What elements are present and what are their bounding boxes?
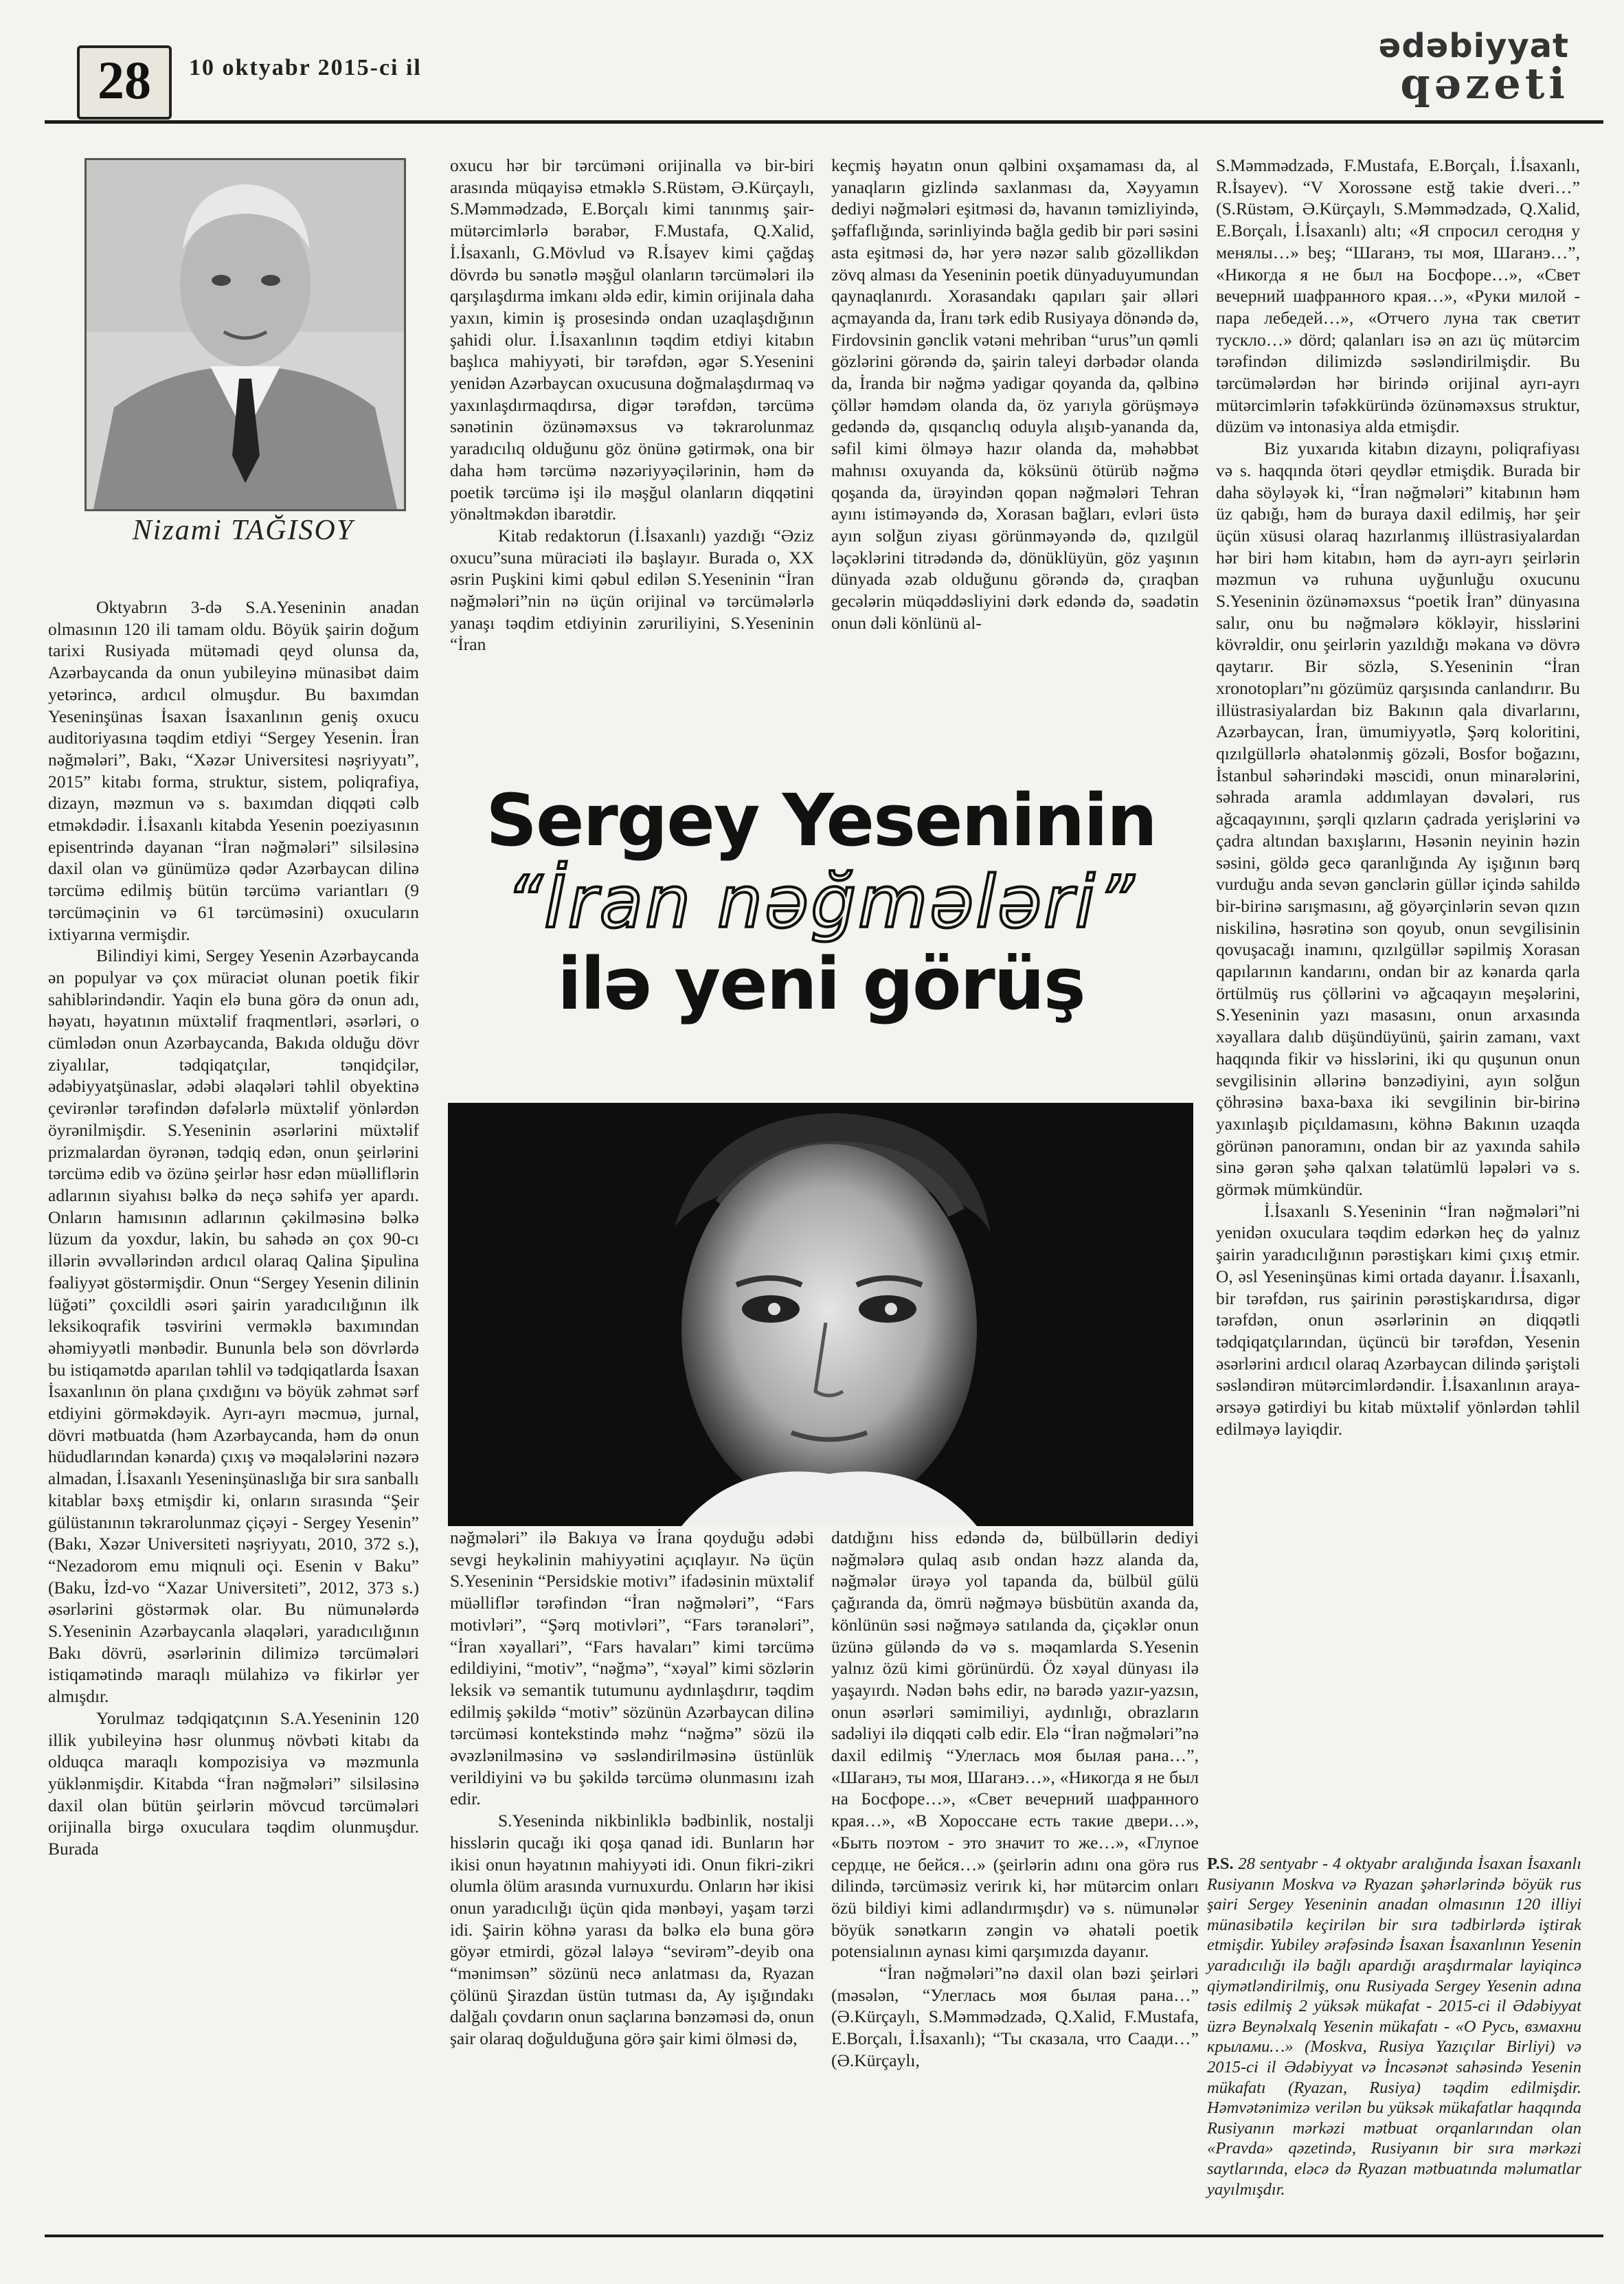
- postscript-label: P.S.: [1207, 1855, 1234, 1873]
- article-column-4: [1216, 155, 1580, 1814]
- paragraph: Oktyabrın 3-də S.A.Yeseninin anadan olmasının 120 ili tamam oldu. Böyük şairin doğum tarixi Rusiyada mütəmadi qeyd olunsa da, Azərbaycanda da onun yubileyinə münasibət daim yetərincə, ardıcıl olmuşdur. Bu baxımdan Yeseninşünas İsaxan İsaxanlının geniş oxucu auditoriyasına təqdim etdiyi “Sergey Yesenin. İran nəğmələri”, Bakı, “Xəzər Universitesi nəşriyyatı”, 2015” kitabı forma, struktur, sistem, poliqrafiya, dizayn, məzmun və s. baxımdan diqqəti cəlb etməkdədir. İ.İsaxanlı kitabda Yesenin poeziyasının episentrində dayanan “İran nəğmələri” silsiləsinə daxil olan və günümüzə qədər Azərbaycan dilinə tərcümə edilmiş bütün tərcümə variantları (9 tərcüməçinin və 61 tərcüməsini) oxucuların ixtiyarına vermişdir.: [48, 597, 419, 944]
- author-byline: Nizami TAĞISOY: [132, 515, 354, 546]
- article-headline: [447, 780, 1195, 1025]
- yesenin-portrait: [448, 1103, 1193, 1526]
- paragraph: İ.İsaxanlı S.Yeseninin “İran nəğmələri”ni yenidən oxuculara təqdim edərkən heç də yalnız şairin yaradıcılığının pərəstişkarı kimi çıxış etmir. O, əsl Yeseninşünas kimi ortada dayanır. İ.İsaxanlı, bir tərəfdən, rus şairinin pərəstişkarıdırsa, digər tərəfdən, onun əsərlərinin ən diqqətli tədqiqatçılarından, üçüncü bir tərəfdən, Yesenin əsərlərini ardıcıl olaraq Azərbaycan dilində şəriştəli səsləndirən mütərcimlərdəndir. İ.İsaxanlının araya-ərsəyə gətirdiyi bu kitab müxtəlif yönlərdən təhlil edilməyə layiqdir.: [1216, 1200, 1580, 1439]
- logo-line-2: qəzeti: [1400, 58, 1569, 109]
- author-photo-illustration: [87, 160, 404, 509]
- paragraph: keçmiş həyatın onun qəlbini oxşamaması da, al yanaqların gizlində saxlanması da, Xəyyamın dediyi nəğmələri eşitməsi də, havanın təmizliyində, şəffaflığında, sərinliyində bağla gedib bir pəri səsini asta eşitməsi də, hər yerə nəzər salıb gözəllikdən zövq alması da Yeseninin poetik dünyaduyumundan qaynaqlanırdı. Xorasandakı qapıları şair əlləri açmayanda da, İranı tərk edib Rusiyaya dönəndə də, Firdovsinin gənclik vətəni mehriban “urus”un qəmli gözlərini görəndə də, şairin taleyi dərbədər olanda da, İranda bir nəğmə yadigar qoyanda da, qəlbinə çöllər həmdəm olanda da, öz yarıyla görüşməyə gedəndə də, qısqanclıq oduyla alışıb-yananda da, səfil kimi ölməyə hazır olanda da, məhəbbət mahnısı oxuyanda da, köksünü ötürüb nəğmə qoşanda da, ürəyindən qopan nəğmələri Tehran ayını istiməyəndə də, Xorasan bağları, evləri üstə ayın solğun ziyası görünməyəndə də, qızılgül ləçəklərini titrədəndə də, dönüklüyün, göz yaşının dünyada əzab olduğunu görəndə də, çıraqban gecələrin müqəddəsliyini dərk edəndə də, səadətin onun dəli könlünü al-: [831, 155, 1199, 633]
- postscript-text: 28 sentyabr - 4 oktyabr aralığında İsaxan İsaxanlı Rusiyanın Moskva və Ryazan şəhərlərində böyük rus şairi Sergey Yeseninin anadan olmasının 120 illiyi münasibətilə keçirilən bir sıra tədbirlərdə iştirak etmişdir. Yubiley ərəfəsində İsaxan İsaxanlının Yesenin yaradıcılığı ilə bağlı apardığı araşdırmalar layiqincə qiymətləndirilmiş, onu Rusiyada Sergey Yesenin adına təsis edilmiş 2 yüksək mükafat - 2015-ci il Ədəbiyyat üzrə Beynəlxalq Yesenin mükafatı - «О Русь, взмахни крылами…» (Moskva, Rusiya Yazıçılar Birliyi) və 2015-ci il Ədəbiyyat və İncəsənət sahəsində Yesenin mükafatı (Ryazan, Rusiya) təqdim edilmişdir. Həmvətənimizə verilən bu yüksək mükafatlar haqqında Rusiyanın mərkəzi mətbuat orqanlarından olan «Pravda» qəzetində, Rusiyanın bir sıra mərkəzi saytlarında, eləcə də Ryazan mətbuatında məlumatlar yayılmışdır.: [1207, 1855, 1582, 2199]
- yesenin-portrait-illustration: [448, 1103, 1193, 1526]
- paragraph: Kitab redaktorun (İ.İsaxanlı) yazdığı “Əziz oxucu”suna müraciəti ilə başlayır. Burada o, XX əsrin Puşkini kimi qəbul edilən S.Yeseninin “İran nəğmələri”nin nə üçün orijinal və tərcümələrlə yanaşı təqdim etdiyinin zəruriliyini, S.Yeseninin “İran: [450, 525, 814, 655]
- paragraph: S.Yeseninda nikbinliklə bədbinlik, nostalji hisslərin qucağı iki qoşa qanad idi. Bunların hər ikisi onun həyatının mahiyyəti idi. Onun fikri-zikri olumla ölüm arasında vurnuxurdu. Onların hər ikisi onun yaradıcılığı üçün qida mənbəyi, yaşam tərzi idi. Şairin köhnə yarası da bəlkə elə buna görə göyər etmirdi, gözəl laləyə “sevirəm”-deyib ona “mənimsən” sözünü necə anlatması da, Ryazan çölünü Şirazdan üstün tutması da, Ay işığındakı dalğalı çovdarın onun saçlarına bənzəməsi də, onun şair olaraq doğulduğuna görə şair kimi ölməsi də,: [450, 1811, 814, 2049]
- paragraph: “İran nəğmələri”nə daxil olan bəzi şeirləri (məsələn, “Улеглась моя былая рана…” (Ə.Kürçaylı, S.Məmmədzadə, Q.Xalid, F.Mustafa, E.Borçalı, İ.İsaxanlı); “Ты сказала, что Саади…” (Ə.Kürçaylı,: [831, 1963, 1199, 2070]
- paragraph: Biz yuxarıda kitabın dizaynı, poliqrafiyası və s. haqqında ötəri qeydlər etmişdik. Burada bir daha söyləyək ki, “İran nəğmələri” kitabının həm üz qabığı, həm də buraya daxil edilmiş, hər şeir üçün xüsusi olaraq hazırlanmış illüstrasiyalardan hər biri həm kitabın, həm də ayrı-ayrı şeirlərin məzmun və ruhuna uyğunluğu oxucunu S.Yeseninin özünəməxsus “poetik İran” dünyasına salır, onu bu nəğmələrə kökləyir, hisslərini kövrəldir, onu şeirlərin yazıldığı məkana və dövrə qaytarır. Bir sözlə, S.Yeseninin “İran xronotopları”nı gözümüz qarşısında canlandırır. Bu illüstrasiyalardan biz Bakının qala divarlarını, Azərbaycan, İran, ümumiyyətlə, Şərq koloritini, qızılgüllərlə əhatələnmiş gözəli, Bosfor boğazını, İstanbul səhərindəki məscidi, onun minarələrini, səhrada aramla addımlayan dəvələri, rus ağcaqayınını, şərqli qızların çadrada yerişlərini və çadra altından baxışlarını, Həsənin neyinin həzin səsini, göldə gecə qaranlığında Ay işığının bərq vurduğu anda sevən gənclərin güllər içində sahildə bir-birinə sarışmasını, ağ göyərçinlərin sevən qızın niskilinə, həsrətinə son qoyub, onun sevgilisinin qovuşacağı inamını, qızılgüllər səpilmiş Xorasan qapılarının kandarını, ondan bir az kənarda qarla örtülmüş rus çöllərini və ağcaqayın meşələrini, S.Yeseninin yazı masasını, onun arxasında xəyallara dalıb düşündüyünü, şairin zamanı, vaxt haqqında fikir və hisslərini, iki qu quşunun onun sevgilisinin əllərinə bənzədiyini, ayın solğun çöhrəsinə baxa-baxa iki sevgilinin bir-birinə yaxınlaşıb piçıldamasını, köhnə Bakının uzaqda görünən panoramını, ondan bir az yaxında sahilə sinə gərən şəhə qalxan təlatümlü ləpələri və s. görmək mümkündür.: [1216, 438, 1580, 1200]
- logo-line-1: ədəbiyyat: [1378, 27, 1569, 65]
- article-column-2-bottom: [450, 1527, 814, 2235]
- headline-line-3: ilə yeni görüş: [557, 942, 1085, 1026]
- paragraph: S.Məmmədzadə, F.Mustafa, E.Borçalı, İ.İsaxanlı, R.İsayev). “V Xorossəne estğ takie dveri…” (S.Rüstəm, Ə.Kürçaylı, S.Məmmədzadə, Q.Xalid, E.Borçalı, İ.İsaxanlı) altı; «Я спросил сегодня у менялы…» beş; “Шаганэ, ты моя, Шаганэ…”, «Никогда я не был на Босфоре…», «Свет вечерний шафранного края…», «Руки милой - пара лебедей…», «Отчего луна так светит тускло…» dörd; qalanları isə ən azı üç mütərcim tərəfindən dilimizdə səsləndirilmişdir. Bu tərcümələrdən hər birində orijinal ayrı-ayrı mütərcimlərin təfəkküründə özünəməxsus struktur, düzüm və intonasiya alda etmişdir.: [1216, 155, 1580, 437]
- issue-date: 10 oktyabr 2015-ci il: [189, 55, 422, 80]
- paragraph: Bilindiyi kimi, Sergey Yesenin Azərbaycanda ən populyar və çox müraciət olunan poetik fikir sahiblərindəndir. Yaqin elə buna görə də onun adı, həyatı, həyatının müxtəlif fraqmentləri, əsərləri, o cümlədən onun Azərbaycanda, Bakıda olduğu dövr ziyalılar, tədqiqatçılar, tənqidçilər, ədəbiyyatşünaslar, ədəbi əlaqələri təhlil obyektinə çevirənlər tərəfindən dəfələrlə müxtəlif yönlərdən öyrənilmişdir. S.Yeseninin əsərlərini müxtəlif prizmalardan öyrənən, tədqiq edən, onun şeirlərini tərcümə edib və özünə şeirlər həsr edən müəlliflərin adlarının siyahısı bəlkə də neçə səhifə yer apardı. Onların hamısının adlarının çəkilməsinə bəlkə lüzum da yoxdur, lakin, bu sahədə ən çox 90-cı illərin əvvəllərindən ardıcıl olaraq Qalina Şipulina fəaliyyət göstərmişdir. Onun “Sergey Yesenin dilinin lüğəti” çoxcildli əsəri şairin yaradıcılığının ilk leksikoqrafik təsvirini verməklə baxımından əhəmiyyətli mənbədir. Bununla belə son dövrlərdə bu istiqamətdə aparılan təhlil və tədqiqatlarda İsaxan İsaxanlının ön plana çıxdığını və böyük zəhmət sərf etdiyini görməkdəyik. Ayrı-ayrı məcmuə, jurnal, dövri mətbuatda (həm Azərbaycanda, həm də onun hüdudlarından kənarda) çıxış və məqalələrini nəzərə almadan, İ.İsaxanlı Yeseninşünaslığa bir sıra sanballı kitablar bəxş etmişdir ki, onların sırasında “Şeir gülüstanının təkrarolunmaz çiçəyi - Sergey Yesenin” (Bakı, Xəzər Universiteti nəşriyyatı, 2010, 372 s.), “Nezadorom emu miqnuli oçi. Esenin v Baku” (Baku, İzd-vo “Xazar Universiteti”, 2012, 373 s.) əsərlərini göstərmək olar. Bu nümunələrdə S.Yeseninin Azərbaycanla əlaqələri, yaradıcılığının Bakı dövrü, əsərlərinin dilimizə tərcümələri istiqamətində maraqlı mülahizə və fikirlər yer almışdır.: [48, 945, 419, 1707]
- footer-rule: [45, 2235, 1603, 2237]
- paragraph: oxucu hər bir tərcüməni orijinalla və bir-biri arasında müqayisə etməklə S.Rüstəm, Ə.Kürçaylı, S.Məmmədzadə, E.Borçalı kimi tanınmış şair-mütərcimlərlə bərabər, F.Mustafa, Q.Xalid, İ.İsaxanlı, G.Mövlud və R.İsayev kimi çağdaş dövrdə bu sənətlə məşğul olanların tərcümələri ilə qarşılaşdırma imkanı əldə edir, kimin orijinala daha yaxın, kimin iş prosesində ondan uzaqlaşdığının şahidi olur. İ.İsaxanlının təqdim etdiyi kitabın başlıca mahiyyəti, bir tərəfdən, əgər S.Yesenini yenidən Azərbaycan oxucusuna doğmalaşdırmaq və yaxınlaşdırmaqdırsa, digər tərəfdən, tərcümə sənətinin özünəməxsus və təkrarolunmaz yaradıcılıq olduğunu göz önünə gətirmək, ona bir daha həm tərcümə nəzəriyyəçilərinin, həm də poetik tərcümə işi ilə məşğul olanların diqqətini yönəltməkdən ibarətdir.: [450, 155, 814, 524]
- postscript: [1207, 1854, 1581, 2199]
- paragraph: Yorulmaz tədqiqatçının S.A.Yeseninin 120 illik yubileyinə həsr olunmuş növbəti kitabı da olduqca maraqlı kompozisiya və məzmunla yüklənmişdir. Kitabda “İran nəğmələri” silsiləsinə daxil olan bütün şeirlərin mövcud tərcümələri orijinalla birgə oxuculara təqdim olunmuşdur. Burada: [48, 1708, 419, 1859]
- page-number: 28: [77, 45, 172, 120]
- headline-line-1: Sergey Yeseninin: [486, 779, 1156, 862]
- article-column-3-bottom: [831, 1527, 1199, 2235]
- author-photo: [84, 158, 406, 511]
- article-column-3-top: [831, 155, 1199, 776]
- headline-line-2: “İran nəğmələri”: [506, 860, 1136, 944]
- masthead-rule: [45, 120, 1603, 124]
- paragraph: nəğmələri” ilə Bakıya və İrana qoyduğu ədəbi sevgi heykəlinin mahiyyətini açıqlayır. Nə üçün S.Yeseninin “Persidskie motivı” ifadəsinin müxtəlif müəlliflər tərəfindən “İran nəğmələri”, “Fars motivləri”, “Şərq motivləri”, “Fars təranələri”, “İran xəyallari”, “Fars havaları” kimi tərcümə edildiyini, “motiv”, “nəğmə”, “xəyal” kimi sözlərin leksik və semantik tutumunu aydınlaşdırır, təqdim edilmiş şəkildə “motiv” sözünün Azərbaycan dilinə tərcüməsi kontekstində məhz “nəğmə” sözü ilə əvəzlənilməsinə və səsləndirilməsinə üstünlük verildiyini və bu şəkildə tərcümə olunmasını izah edir.: [450, 1527, 814, 1809]
- paragraph: datdığını hiss edəndə də, bülbüllərin dediyi nəğmələrə qulaq asıb ondan həzz alanda da, nəğmələr ürəyə yol tapanda da, bülbül gülü çağıranda da, ömrü nəğməyə büsbütün axanda da, könlünün səsi nəğməyə satılanda da, çiçəklər onun üzünə güləndə də və s. məqamlarda S.Yesenin yalnız özü kimi görünürdü. Öz xəyal dünyası ilə yaşayırdı. Nədən bəhs edir, nə barədə yazır-yazsın, onun əsərləri səmimiliyi, aydınlığı, obrazların sadəliyi ilə diqqəti cəlb edir. Elə “İran nəğmələri”nə daxil edilmiş “Улеглась моя былая рана…”, «Шаганэ, ты моя, Шаганэ…», «Никогда я не был на Босфоре…», «Свет вечерний шафранного края…», «В Хоросcане есть такие двери…», «Быть поэтом - это значит то же…», «Глупое сердце, не бейся…» (şeirlərin adını ona görə rus dilində, tərcüməsiz verirık ki, hər mütərcim onları özü bildiyi kimi adlandırmışdır) və s. nümunələr böyük sənətkarın zəngin və əhatəli poetik potensialının aynası kimi qarşımızda dayanır.: [831, 1527, 1199, 1962]
- article-column-1: [48, 596, 419, 1859]
- newspaper-logo: [1281, 27, 1569, 109]
- article-column-2-top: [450, 155, 814, 776]
